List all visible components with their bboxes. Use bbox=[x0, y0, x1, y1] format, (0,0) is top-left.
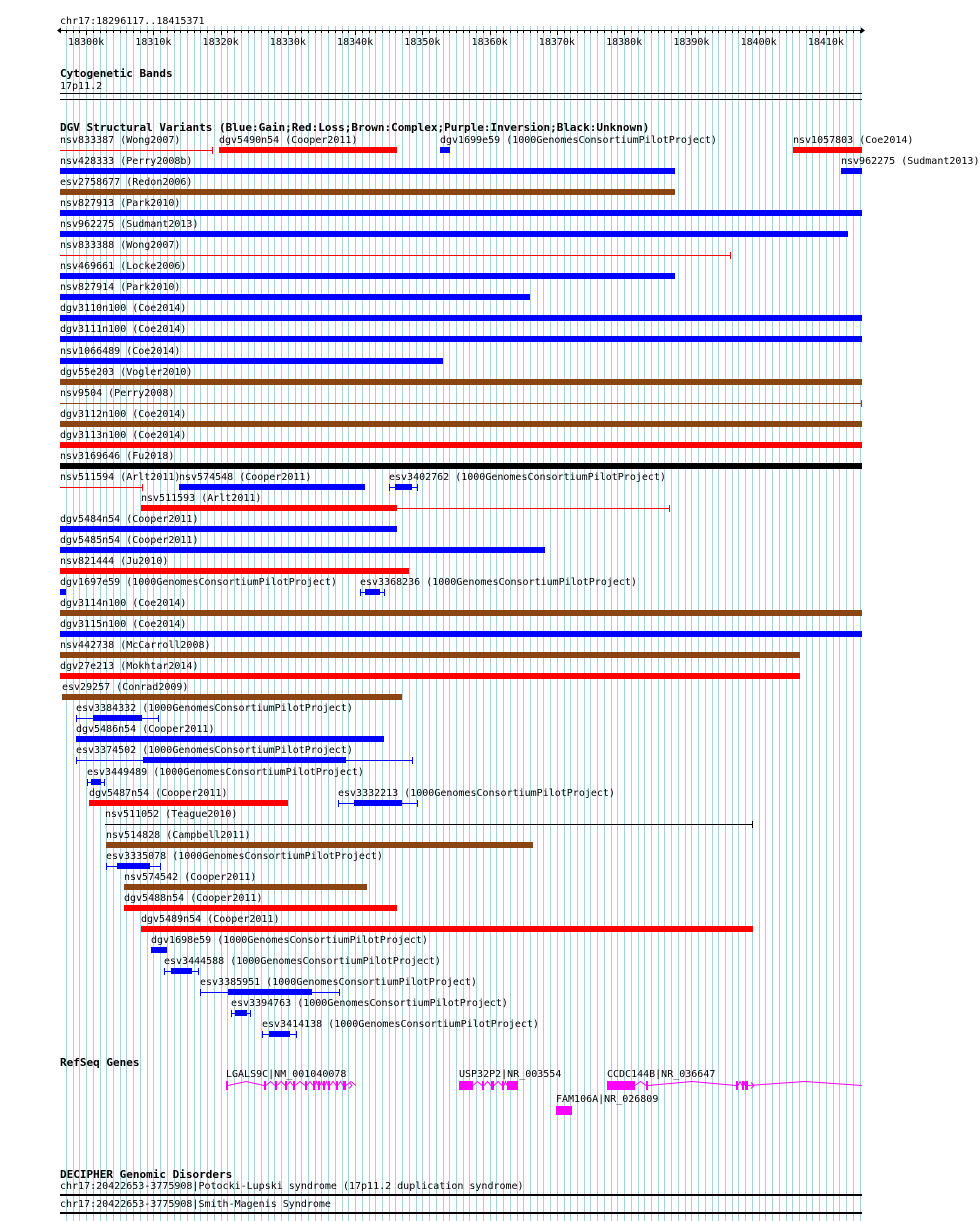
variant-label[interactable]: dgv55e203 (Vogler2010) bbox=[60, 367, 193, 378]
variant-label[interactable]: dgv3114n100 (Coe2014) bbox=[60, 598, 187, 609]
cytoband-divider bbox=[60, 99, 862, 100]
ruler-tick-label: 18340k bbox=[337, 37, 374, 48]
variant-bar[interactable] bbox=[60, 652, 800, 658]
variant-label[interactable]: esv3402762 (1000GenomesConsortiumPilotProject) bbox=[389, 472, 666, 483]
ruler-tick-label: 18320k bbox=[202, 37, 239, 48]
variant-label[interactable]: dgv5486n54 (Cooper2011) bbox=[76, 724, 215, 735]
variant-bar[interactable] bbox=[76, 736, 384, 742]
variant-end-cap bbox=[730, 252, 731, 259]
gene-intron bbox=[744, 1082, 745, 1086]
variant-label[interactable]: esv3335078 (1000GenomesConsortiumPilotProject) bbox=[106, 851, 383, 862]
variant-bar[interactable] bbox=[60, 442, 862, 448]
variant-end-cap bbox=[412, 757, 413, 764]
variant-bar[interactable] bbox=[106, 842, 533, 848]
ruler-tick-label: 18380k bbox=[606, 37, 643, 48]
variant-label[interactable]: esv2758677 (Redon2006) bbox=[60, 177, 193, 188]
variant-label[interactable]: esv3444588 (1000GenomesConsortiumPilotProject) bbox=[164, 956, 441, 967]
variant-label[interactable]: nsv1057803 (Coe2014) bbox=[793, 135, 914, 146]
variant-label[interactable]: dgv3110n100 (Coe2014) bbox=[60, 303, 187, 314]
variant-label[interactable]: nsv833388 (Wong2007) bbox=[60, 240, 181, 251]
variant-end-cap bbox=[231, 1010, 232, 1017]
ruler-right-arrow bbox=[861, 28, 865, 34]
variant-label[interactable]: nsv1066489 (Coe2014) bbox=[60, 346, 181, 357]
variant-bar[interactable] bbox=[354, 800, 402, 806]
ruler-tick-label: 18300k bbox=[68, 37, 105, 48]
variant-bar[interactable] bbox=[62, 694, 402, 700]
variant-label[interactable]: dgv5487n54 (Cooper2011) bbox=[89, 788, 228, 799]
variant-bar[interactable] bbox=[141, 926, 753, 932]
variant-label[interactable]: dgv1698e59 (1000GenomesConsortiumPilotProject) bbox=[151, 935, 428, 946]
variant-label[interactable]: nsv574548 (Cooper2011) bbox=[179, 472, 312, 483]
variant-label[interactable]: nsv827914 (Park2010) bbox=[60, 282, 181, 293]
variant-label[interactable]: dgv27e213 (Mokhtar2014) bbox=[60, 661, 199, 672]
variant-end-cap bbox=[417, 484, 418, 491]
variant-bar[interactable] bbox=[117, 863, 150, 869]
ruler-tick-label: 18370k bbox=[538, 37, 575, 48]
variant-end-cap bbox=[76, 715, 77, 722]
variant-label[interactable]: nsv511593 (Arlt2011) bbox=[141, 493, 262, 504]
cytoband-label: 17p11.2 bbox=[60, 81, 103, 92]
variant-bar[interactable] bbox=[60, 547, 545, 553]
variant-bar[interactable] bbox=[89, 800, 288, 806]
variant-bar[interactable] bbox=[60, 463, 862, 469]
variant-label[interactable]: nsv827913 (Park2010) bbox=[60, 198, 181, 209]
variant-line[interactable] bbox=[60, 255, 731, 256]
variant-bar[interactable] bbox=[235, 1010, 247, 1016]
variant-line[interactable] bbox=[397, 508, 670, 509]
variant-end-cap bbox=[200, 989, 201, 996]
variant-label[interactable]: nsv428333 (Perry2008b) bbox=[60, 156, 193, 167]
variant-bar[interactable] bbox=[143, 757, 346, 763]
variant-label[interactable]: dgv3115n100 (Coe2014) bbox=[60, 619, 187, 630]
variant-label[interactable]: nsv442738 (McCarroll2008) bbox=[60, 640, 211, 651]
variant-end-cap bbox=[87, 779, 88, 786]
variant-end-cap bbox=[250, 1010, 251, 1017]
variant-line[interactable] bbox=[60, 487, 143, 488]
ruler-tick-label: 18410k bbox=[807, 37, 844, 48]
variant-bar[interactable] bbox=[91, 779, 101, 785]
variant-bar[interactable] bbox=[60, 315, 862, 321]
variant-bar[interactable] bbox=[124, 905, 397, 911]
ruler-left-arrow bbox=[57, 28, 61, 34]
variant-bar[interactable] bbox=[219, 147, 397, 153]
variant-label[interactable]: nsv9504 (Perry2008) bbox=[60, 388, 175, 399]
variant-end-cap bbox=[158, 715, 159, 722]
variant-label[interactable]: dgv5484n54 (Cooper2011) bbox=[60, 514, 199, 525]
variant-label[interactable]: esv3374502 (1000GenomesConsortiumPilotProject) bbox=[76, 745, 353, 756]
variant-bar[interactable] bbox=[60, 673, 800, 679]
variant-bar[interactable] bbox=[124, 884, 367, 890]
variant-label[interactable]: esv29257 (Conrad2009) bbox=[62, 682, 189, 693]
variant-end-cap bbox=[384, 589, 385, 596]
decipher-track-title[interactable]: DECIPHER Genomic Disorders bbox=[60, 1168, 233, 1181]
variant-bar[interactable] bbox=[60, 273, 675, 279]
gene-label[interactable]: FAM106A|NR_026809 bbox=[556, 1094, 659, 1105]
gene-intron bbox=[648, 1082, 736, 1086]
variant-bar[interactable] bbox=[841, 168, 862, 174]
variant-bar[interactable] bbox=[60, 336, 862, 342]
variant-label[interactable]: nsv514828 (Campbell2011) bbox=[106, 830, 251, 841]
dgv-track-title[interactable]: DGV Structural Variants (Blue:Gain;Red:Loss;Brown:Complex;Purple:Inversion;Black:Unknown) bbox=[60, 121, 650, 134]
variant-bar[interactable] bbox=[395, 484, 412, 490]
variant-end-cap bbox=[338, 800, 339, 807]
variant-bar[interactable] bbox=[365, 589, 380, 595]
variant-label[interactable]: dgv5489n54 (Cooper2011) bbox=[141, 914, 280, 925]
decipher-item-bar[interactable] bbox=[60, 1212, 862, 1214]
variant-label[interactable]: dgv1699e59 (1000GenomesConsortiumPilotProject) bbox=[440, 135, 717, 146]
gene-intron bbox=[738, 1082, 742, 1086]
ruler-tick-label: 18360k bbox=[471, 37, 508, 48]
variant-label[interactable]: nsv469661 (Locke2006) bbox=[60, 261, 187, 272]
variant-label[interactable]: esv3449489 (1000GenomesConsortiumPilotProject) bbox=[87, 767, 364, 778]
ruler-tick-label: 18310k bbox=[135, 37, 172, 48]
cytoband-track-title[interactable]: Cytogenetic Bands bbox=[60, 67, 173, 80]
variant-bar[interactable] bbox=[228, 989, 312, 995]
variant-bar[interactable] bbox=[60, 631, 862, 637]
gene-exon bbox=[646, 1081, 648, 1090]
variant-bar[interactable] bbox=[440, 147, 450, 153]
variant-label[interactable]: nsv574542 (Cooper2011) bbox=[124, 872, 257, 883]
variant-label[interactable]: dgv1697e59 (1000GenomesConsortiumPilotProject) bbox=[60, 577, 337, 588]
variant-label[interactable]: esv3414138 (1000GenomesConsortiumPilotProject) bbox=[262, 1019, 539, 1030]
variant-end-cap bbox=[198, 968, 199, 975]
variant-label[interactable]: esv3368236 (1000GenomesConsortiumPilotProject) bbox=[360, 577, 637, 588]
variant-bar[interactable] bbox=[60, 589, 66, 595]
variant-label[interactable]: dgv5488n54 (Cooper2011) bbox=[124, 893, 263, 904]
variant-line[interactable] bbox=[60, 403, 862, 404]
cytoband-bar[interactable] bbox=[60, 93, 862, 94]
variant-end-cap bbox=[262, 1031, 263, 1038]
variant-end-cap bbox=[417, 800, 418, 807]
variant-label[interactable]: nsv962275 (Sudmant2013) bbox=[841, 156, 979, 167]
gene-model[interactable] bbox=[0, 1105, 890, 1119]
decipher-item-bar[interactable] bbox=[60, 1194, 862, 1196]
gene-intron bbox=[748, 1082, 862, 1086]
gene-exon bbox=[736, 1081, 738, 1090]
variant-end-cap bbox=[861, 400, 862, 407]
variant-label[interactable]: dgv3113n100 (Coe2014) bbox=[60, 430, 187, 441]
gene-exon bbox=[742, 1081, 744, 1090]
variant-end-cap bbox=[164, 968, 165, 975]
variant-end-cap bbox=[296, 1031, 297, 1038]
gene-intron bbox=[635, 1082, 646, 1086]
ruler-tick-label: 18400k bbox=[740, 37, 777, 48]
variant-label[interactable]: dgv5490n54 (Cooper2011) bbox=[219, 135, 358, 146]
variant-bar[interactable] bbox=[60, 189, 675, 195]
variant-label[interactable]: esv3332213 (1000GenomesConsortiumPilotProject) bbox=[338, 788, 615, 799]
variant-bar[interactable] bbox=[179, 484, 365, 490]
ruler-tick-label: 18390k bbox=[673, 37, 710, 48]
gene-exon bbox=[607, 1081, 635, 1090]
variant-bar[interactable] bbox=[60, 231, 848, 237]
variant-end-cap bbox=[142, 484, 143, 491]
ruler-tick-label: 18330k bbox=[269, 37, 306, 48]
variant-label[interactable]: nsv821444 (Ju2010) bbox=[60, 556, 169, 567]
variant-bar[interactable] bbox=[793, 147, 862, 153]
variant-end-cap bbox=[752, 821, 753, 828]
variant-label[interactable]: nsv962275 (Sudmant2013) bbox=[60, 219, 199, 230]
variant-line[interactable] bbox=[105, 824, 753, 825]
variant-label[interactable]: nsv511052 (Teague2010) bbox=[105, 809, 238, 820]
variant-end-cap bbox=[389, 484, 390, 491]
variant-label[interactable]: dgv5485n54 (Cooper2011) bbox=[60, 535, 199, 546]
variant-label[interactable]: dgv3111n100 (Coe2014) bbox=[60, 324, 187, 335]
variant-end-cap bbox=[104, 779, 105, 786]
variant-end-cap bbox=[106, 863, 107, 870]
variant-label[interactable]: esv3384332 (1000GenomesConsortiumPilotProject) bbox=[76, 703, 353, 714]
variant-label[interactable]: esv3385951 (1000GenomesConsortiumPilotProject) bbox=[200, 977, 477, 988]
position-label: chr17:18296117..18415371 bbox=[60, 16, 205, 27]
gene-label[interactable]: LGALS9C|NM_001040078 bbox=[226, 1069, 347, 1080]
variant-bar[interactable] bbox=[60, 568, 409, 574]
gene-exon bbox=[556, 1106, 572, 1115]
ruler[interactable] bbox=[0, 26, 890, 48]
variant-end-cap bbox=[360, 589, 361, 596]
variant-bar[interactable] bbox=[60, 421, 862, 427]
variant-bar[interactable] bbox=[171, 968, 192, 974]
gene-model[interactable] bbox=[0, 1080, 890, 1094]
variant-end-cap bbox=[339, 989, 340, 996]
gene-label[interactable]: USP32P2|NR_003554 bbox=[459, 1069, 562, 1080]
variant-end-cap bbox=[212, 147, 213, 154]
variant-bar[interactable] bbox=[93, 715, 142, 721]
ruler-tick-label: 18350k bbox=[404, 37, 441, 48]
variant-bar[interactable] bbox=[60, 379, 862, 385]
decipher-item-label[interactable]: chr17:20422653-3775908|Potocki-Lupski syndrome (17p11.2 duplication syndrome) bbox=[60, 1181, 524, 1192]
variant-end-cap bbox=[76, 757, 77, 764]
variant-bar[interactable] bbox=[269, 1031, 290, 1037]
gene-label[interactable]: CCDC144B|NR_036647 bbox=[607, 1069, 716, 1080]
variant-bar[interactable] bbox=[60, 358, 443, 364]
variant-bar[interactable] bbox=[60, 610, 862, 616]
variant-bar[interactable] bbox=[60, 210, 862, 216]
variant-bar[interactable] bbox=[60, 168, 675, 174]
refseq-track-title[interactable]: RefSeq Genes bbox=[60, 1056, 140, 1069]
decipher-item-label[interactable]: chr17:20422653-3775908|Smith-Magenis Syndrome bbox=[60, 1199, 331, 1210]
variant-line[interactable] bbox=[60, 150, 213, 151]
variant-end-cap bbox=[669, 505, 670, 512]
variant-label[interactable]: nsv3169646 (Fu2018) bbox=[60, 451, 175, 462]
variant-bar[interactable] bbox=[141, 505, 397, 511]
variant-label[interactable]: dgv3112n100 (Coe2014) bbox=[60, 409, 187, 420]
variant-label[interactable]: nsv511594 (Arlt2011) bbox=[60, 472, 181, 483]
variant-label[interactable]: nsv833387 (Wong2007) bbox=[60, 135, 181, 146]
variant-label[interactable]: esv3394763 (1000GenomesConsortiumPilotProject) bbox=[231, 998, 508, 1009]
variant-bar[interactable] bbox=[60, 294, 530, 300]
variant-bar[interactable] bbox=[60, 526, 397, 532]
gene-exon bbox=[745, 1081, 748, 1090]
variant-bar[interactable] bbox=[151, 947, 167, 953]
variant-end-cap bbox=[160, 863, 161, 870]
